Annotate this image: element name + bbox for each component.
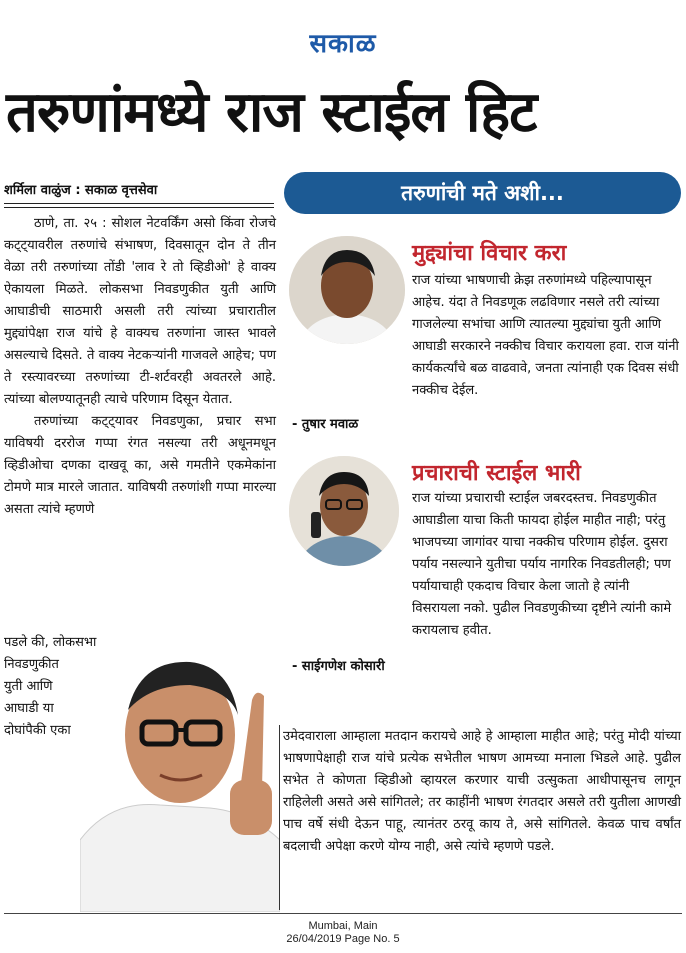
- byline-rule-2: [4, 207, 274, 208]
- left-column: [4, 213, 276, 521]
- headline: तरुणांमध्ये राज स्टाईल हिट: [6, 80, 537, 145]
- narrow-line: निवडणुकीत: [4, 657, 59, 672]
- paragraph-1: ठाणे, ता. २५ : सोशल नेटवर्किंग असो किंवा रोजचे कट्ट्यावरील तरुणांचे संभाषण, दिवसातून दोन ते तीन वेळा तरी तरुणांच्या तोंडी 'लाव रे तो व्हिडीओ' हे वाक्य ऐकायला मिळते. लोकसभा निवडणुकीत युती आणि आघाडीची साठमारी असली तरी त्यांच्या प्रचारातील मुद्द्यांपेक्षा राज यांचे हे वाक्यच तरुणांना जास्त भावले असल्याचे दिसते. ते वाक्य नेटकऱ्यांनी गाजवले आहेच; पण ते रस्त्यावरच्या तरुणांच्या टी-शर्टवरही अवतरले आहे. त्यांच्या बोलण्यातूनही त्याचे परिणाम दिसून येतात.: [4, 216, 276, 407]
- right-column-paragraph: उमेदवाराला आम्हाला मतदान करायचे आहे हे आम्हाला माहीत आहे; परंतु मोदी यांच्या भाषणापेक्षाही राज यांचे प्रत्येक सभेतील भाषण आमच्या मनाला भिडले आहे. पुढील सभेत ते कोणता व्हिडीओ व्हायरल करणार याची उत्सुकता आधीपासूनच लागून राहिलेली असते असे सांगितले; तर काहींनी भाषण रंगतदार असले तरी युतीला आणखी पाच वर्षे संधी देऊन पाहू, त्यानंतर ठरवू काय ते, असे सांगितले. केवळ पाच वर्षांत बदलाची अपेक्षा करणे योग्य नाही, असे त्यांचे म्हणणे पडले.: [283, 729, 681, 854]
- page-footer: [0, 920, 686, 946]
- footer-date-page: 26/04/2019 Page No. 5: [286, 933, 400, 945]
- byline: शर्मिला वाळुंज : सकाळ वृत्तसेवा: [4, 183, 158, 198]
- footer-rule: [4, 913, 682, 914]
- narrow-line: युती आणि: [4, 679, 53, 694]
- opinion-photo-1: [289, 236, 405, 344]
- byline-rule: [4, 203, 274, 204]
- footer-edition: Mumbai, Main: [308, 920, 378, 932]
- politician-photo: [80, 640, 280, 912]
- opinion-signature-1: - तुषार मवाळ: [292, 417, 359, 432]
- opinion-body-1: राज यांच्या भाषणाची क्रेझ तरुणांमध्ये पहिल्यापासून आहेच. यंदा ते निवडणूक लढविणार नसले तरी त्यांच्या गाजलेल्या सभांचा आणि त्यातल्या मुद्द्यांचा युती आणि आघाडी सरकारने नक्कीच विचार करायला हवा. राज यांनी कार्यकर्त्यांचे बळ वाढवावे, जनता त्यांनाही एक दिवस संधी नक्कीच देईल.: [412, 273, 679, 398]
- masthead-logo: सकाळ: [309, 29, 377, 59]
- narrow-line: दोघांपैकी एका: [4, 723, 71, 738]
- opinion-signature-2: - साईगणेश कोसारी: [292, 659, 385, 674]
- opinion-title-2: प्रचाराची स्टाईल भारी: [412, 461, 581, 486]
- column-divider: [279, 725, 280, 910]
- section-banner: तरुणांची मते अशी...: [284, 172, 681, 214]
- opinion-photo-2: [289, 456, 399, 566]
- narrow-line: पडले की, लोकसभा: [4, 635, 97, 650]
- opinion-body-2: राज यांच्या प्रचाराची स्टाईल जबरदस्तच. निवडणुकीत आघाडीला याचा किती फायदा होईल माहीत नाही; परंतु भाजपच्या जागांवर याचा नक्कीच परिणाम होईल. दुसरा पर्याय नसल्याने युतीचा पर्याय नागरिक निवडतीलही; पण पर्यायाचाही एकदाच विचार केला जातो हे त्यांनी विसरायला नको. पुढील निवडणुकीच्या दृष्टीने त्यांनी कामे करायलाच हवीत.: [412, 491, 672, 638]
- paragraph-2: तरुणांच्या कट्ट्यावर निवडणुका, प्रचार सभा याविषयी दररोज गप्पा रंगत नसल्या तरी अधूनमधून व्हिडीओचा दणका दाखवू का, असे गमतीने एकमेकांना टोमणे मात्र मारले जातात. याविषयी तरुणांशी गप्पा मारल्या असता त्यांचे म्हणणे: [4, 414, 276, 517]
- opinion-title-1: मुद्द्यांचा विचार करा: [412, 241, 567, 266]
- narrow-line: आघाडी या: [4, 701, 54, 716]
